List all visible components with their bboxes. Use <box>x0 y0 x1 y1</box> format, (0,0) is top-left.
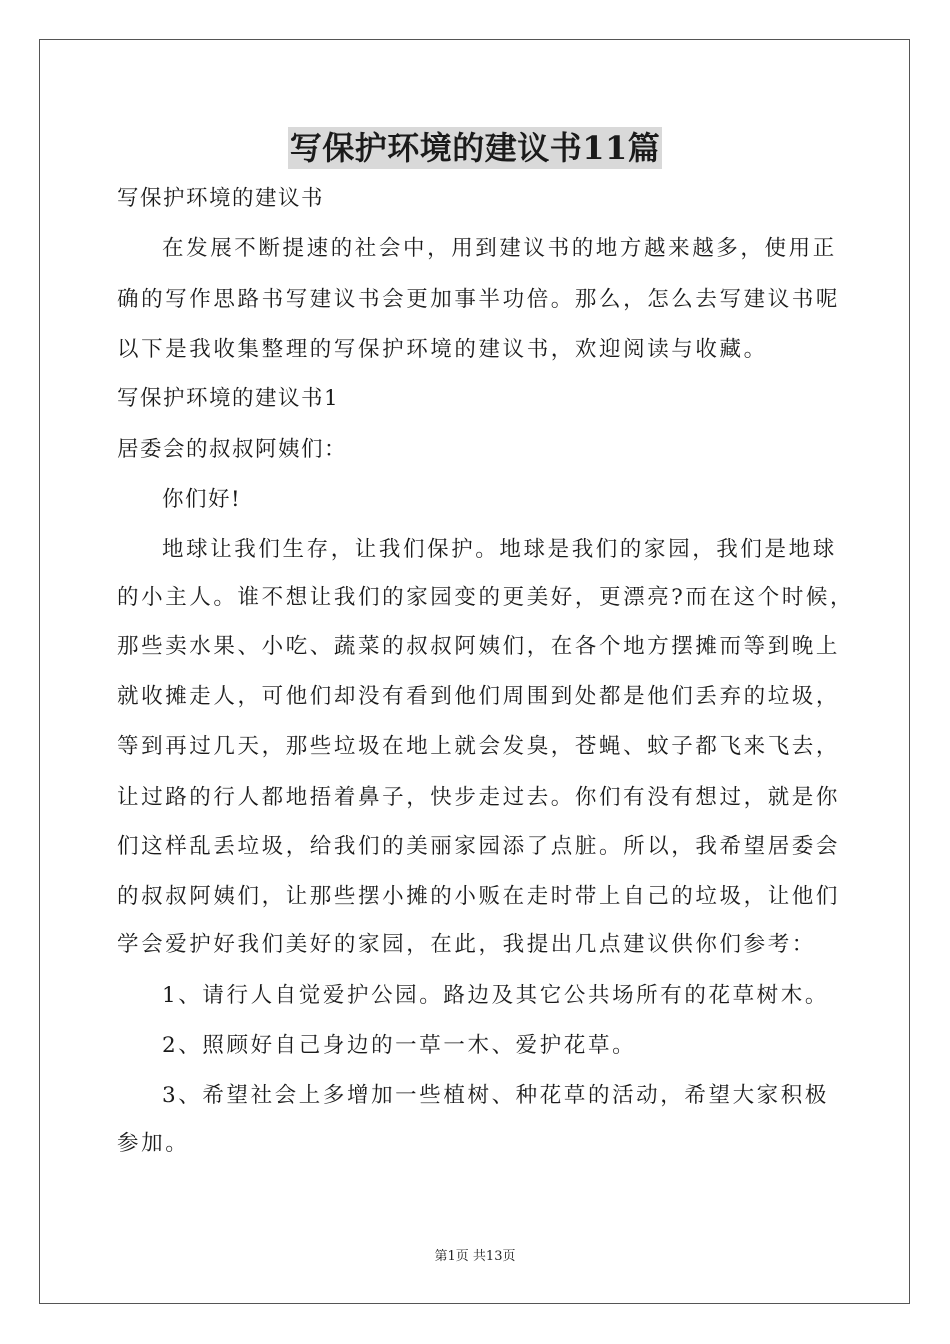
paragraph-line: 的叔叔阿姨们，让那些摆小摊的小贩在走时带上自己的垃圾，让他们 <box>117 884 841 909</box>
paragraph-line: 地球让我们生存，让我们保护。地球是我们的家园，我们是地球 <box>162 537 837 562</box>
paragraph-line: 们这样乱丢垃圾，给我们的美丽家园添了点脏。所以，我希望居委会 <box>117 834 841 859</box>
list-item: 3、希望社会上多增加一些植树、种花草的活动，希望大家积极 <box>162 1083 829 1108</box>
list-item: 2、照顾好自己身边的一草一木、爱护花草。 <box>162 1033 637 1058</box>
greeting: 你们好! <box>162 487 242 512</box>
page-border <box>39 39 910 1304</box>
section-heading: 写保护环境的建议书1 <box>117 386 340 411</box>
paragraph-line: 那些卖水果、小吃、蔬菜的叔叔阿姨们，在各个地方摆摊而等到晚上 <box>117 634 841 659</box>
salutation: 居委会的叔叔阿姨们： <box>117 437 348 462</box>
document-title: 写保护环境的建议书11篇 <box>289 129 661 167</box>
subtitle-line: 写保护环境的建议书 <box>117 186 325 211</box>
page-footer: 第1页 共13页 <box>434 1249 516 1264</box>
paragraph-line: 就收摊走人，可他们却没有看到他们周围到处都是他们丢弃的垃圾， <box>117 684 841 709</box>
paragraph-line: 让过路的行人都地捂着鼻子，快步走过去。你们有没有想过，就是你 <box>117 785 841 810</box>
paragraph-line: 等到再过几天，那些垃圾在地上就会发臭，苍蝇、蚊子都飞来飞去， <box>117 734 841 759</box>
paragraph-line: 以下是我收集整理的写保护环境的建议书，欢迎阅读与收藏。 <box>117 337 768 362</box>
paragraph-line: 的小主人。谁不想让我们的家园变的更美好，更漂亮?而在这个时候， <box>117 585 855 610</box>
title-container <box>0 127 950 169</box>
paragraph-line: 确的写作思路书写建议书会更加事半功倍。那么，怎么去写建议书呢 <box>117 287 841 312</box>
list-item: 1、请行人自觉爱护公园。路边及其它公共场所有的花草树木。 <box>162 983 829 1008</box>
paragraph-line: 学会爱护好我们美好的家园，在此，我提出几点建议供你们参考： <box>117 932 816 957</box>
paragraph-line: 参加。 <box>117 1131 190 1156</box>
paragraph-line: 在发展不断提速的社会中，用到建议书的地方越来越多，使用正 <box>162 236 837 261</box>
